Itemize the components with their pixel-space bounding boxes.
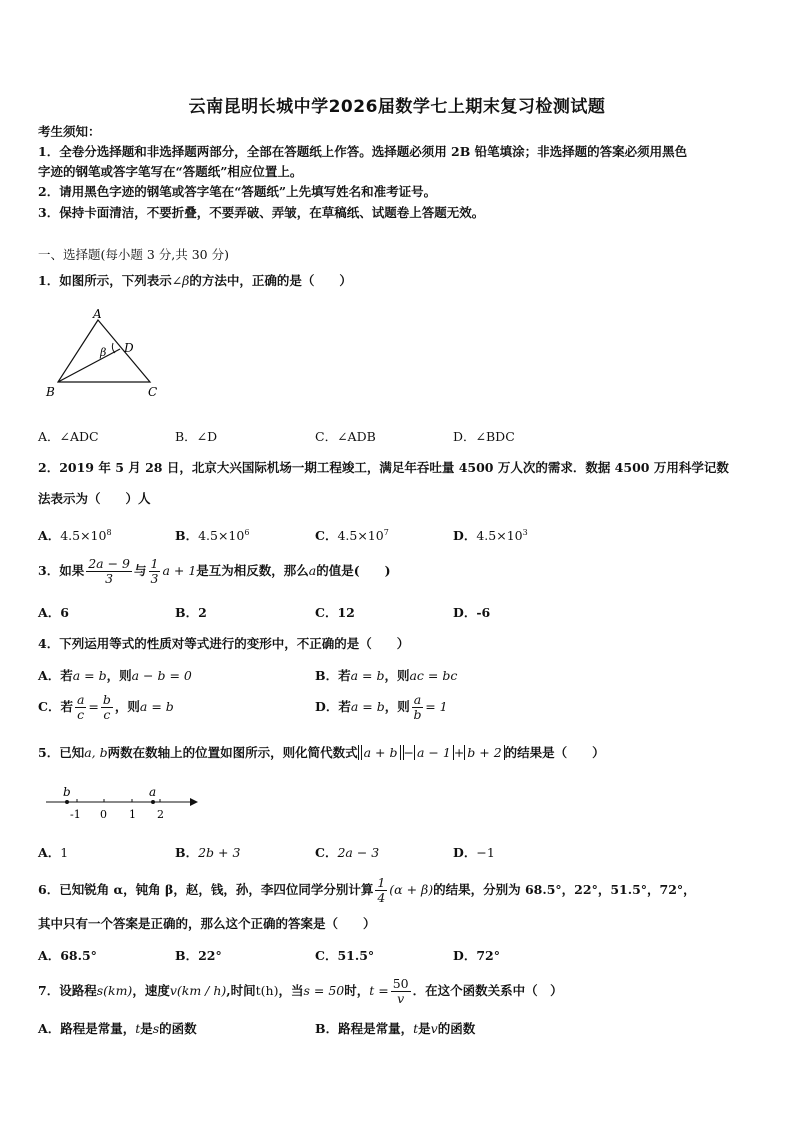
segment-bd — [58, 349, 120, 382]
q4-stem: 4．下列运用等式的性质对等式进行的变形中，不正确的是（ ） — [38, 636, 410, 651]
q2-stem-line1: 2．2019 年 5 月 28 日，北京大兴国际机场一期工程竣工，满足年吞吐量 4500 万人次的需求．数据 4500 万用科学记数 — [38, 460, 729, 475]
page-title: 云南昆明长城中学2026届数学七上期末复习检测试题 — [188, 97, 606, 117]
q1-triangle-figure — [38, 306, 168, 406]
q6-option-a[interactable]: A．68.5° — [38, 948, 97, 963]
q2-option-c[interactable]: C．$4.5\times 10^7$ — [315, 527, 389, 543]
q5-abs-3: b + 2 — [464, 745, 504, 760]
q6-stem-line2: 其中只有一个答案是正确的，那么这个正确的答案是（ ） — [38, 916, 376, 931]
q1-stem — [38, 271, 352, 289]
q4-option-b[interactable]: B．若a = b，则ac = bc — [315, 668, 458, 683]
q5-option-d[interactable]: D．−1 — [453, 845, 495, 860]
notice-item-1: 1．全卷分选择题和非选择题两部分，全部在答题纸上作答。选择题必须用 2B 铅笔填涂；非选择题的答案必须用黑色 — [38, 144, 688, 159]
q5-stem: 5．已知a, b两数在数轴上的位置如图所示，则化简代数式 a + b − a − 1 + b + 2 的结果是（ ） — [38, 745, 605, 760]
tick-label-2: 2 — [157, 808, 164, 821]
q5-abs-2: a − 1 — [414, 745, 454, 760]
q1-text-b: 的方法中，正确的是（ ） — [189, 273, 352, 288]
q4-option-a[interactable]: A．若a = b，则a − b = 0 — [38, 668, 192, 683]
section-heading: 一、选择题(每小题 3 分,共 30 分) — [38, 247, 229, 262]
tick-label-neg1: -1 — [70, 808, 81, 821]
q1-option-a[interactable]: A．∠ADC — [38, 429, 99, 444]
q2-option-b[interactable]: B．$4.5\times 10^6$ — [175, 527, 250, 543]
q1-option-c[interactable]: C．∠ADB — [315, 429, 376, 444]
q2-option-d[interactable]: D．$4.5\times 10^3$ — [453, 527, 528, 543]
label-d: D — [124, 341, 134, 355]
q1-option-b[interactable]: B．∠D — [175, 429, 218, 444]
axis-arrow — [190, 798, 198, 806]
q5-option-a[interactable]: A．1 — [38, 845, 69, 860]
q7-option-a[interactable]: A．路程是常量，t是s的函数 — [38, 1021, 197, 1036]
q1-text-a: 1．如图所示，下列表示 — [38, 273, 172, 288]
q5-abs-1: a + b — [358, 745, 404, 760]
notice-item-2: 2．请用黑色字迹的钢笔或答字笔在“答题纸”上先填写姓名和准考证号。 — [38, 184, 437, 199]
q6-option-b[interactable]: B．22° — [175, 948, 222, 963]
label-c: C — [148, 385, 158, 399]
label-b: B — [46, 385, 55, 399]
label-a: a — [149, 785, 157, 799]
point-b — [65, 800, 69, 804]
q3-option-d[interactable]: D．-6 — [453, 605, 491, 620]
q6-option-d[interactable]: D．72° — [453, 948, 500, 963]
notice-item-1-cont: 字迹的钢笔或答字笔写在“答题纸”相应位置上。 — [38, 164, 303, 179]
notice-item-3: 3．保持卡面清洁，不要折叠，不要弄破、弄皱，在草稿纸、试题卷上答题无效。 — [38, 205, 485, 220]
q2-stem-line2: 法表示为（ ）人 — [38, 491, 151, 506]
label-a: A — [93, 307, 102, 321]
notice-heading: 考生须知： — [38, 124, 101, 139]
q7-option-b[interactable]: B．路程是常量，t是v的函数 — [315, 1021, 476, 1036]
q3-stem: 3．如果 $\frac{2a - 9}{3}$ 与 $\frac{1}{3}$ a + 1是互为相反数，那么a的值是( ) — [38, 556, 391, 586]
q4-option-c[interactable]: C．若 $\frac{a}{c}$ = $\frac{b}{c}$ ，则a = b — [38, 692, 174, 722]
tick-label-0: 0 — [100, 808, 107, 821]
q5-option-b[interactable]: B．2b + 3 — [175, 845, 241, 860]
q7-stem: 7．设路程s(km)，速度v(km / h),时间t(h)，当s = 50时，t = $\frac{50}{v}$ ．在这个函数关系中（ ） — [38, 976, 563, 1006]
q1-angle: ∠β — [171, 273, 190, 288]
label-b: b — [63, 785, 71, 799]
q6-stem-line1: 6．已知锐角 α，钝角 β，赵，钱，孙，李四位同学分别计算 $\frac{1}{4}$ (α + β)的结果，分别为 68.5°，22°，51.5°，72°， — [38, 875, 696, 905]
tick-label-1: 1 — [129, 808, 136, 821]
q3-option-b[interactable]: B．2 — [175, 605, 207, 620]
q1-option-d[interactable]: D．∠BDC — [453, 429, 515, 444]
label-beta: β — [100, 346, 107, 359]
q2-option-a[interactable]: A．$4.5\times 10^8$ — [38, 527, 112, 543]
q5-option-c[interactable]: C．2a − 3 — [315, 845, 380, 860]
q6-option-c[interactable]: C．51.5° — [315, 948, 375, 963]
q5-number-line — [40, 780, 210, 824]
q3-fraction-2: $\frac{1}{3}$ — [150, 556, 159, 586]
q3-option-a[interactable]: A．6 — [38, 605, 69, 620]
point-a — [151, 800, 155, 804]
q3-fraction-1: $\frac{2a - 9}{3}$ — [88, 556, 130, 586]
q3-option-c[interactable]: C．12 — [315, 605, 355, 620]
q4-option-d[interactable]: D．若a = b，则 $\frac{a}{b}$ = 1 — [315, 692, 448, 722]
